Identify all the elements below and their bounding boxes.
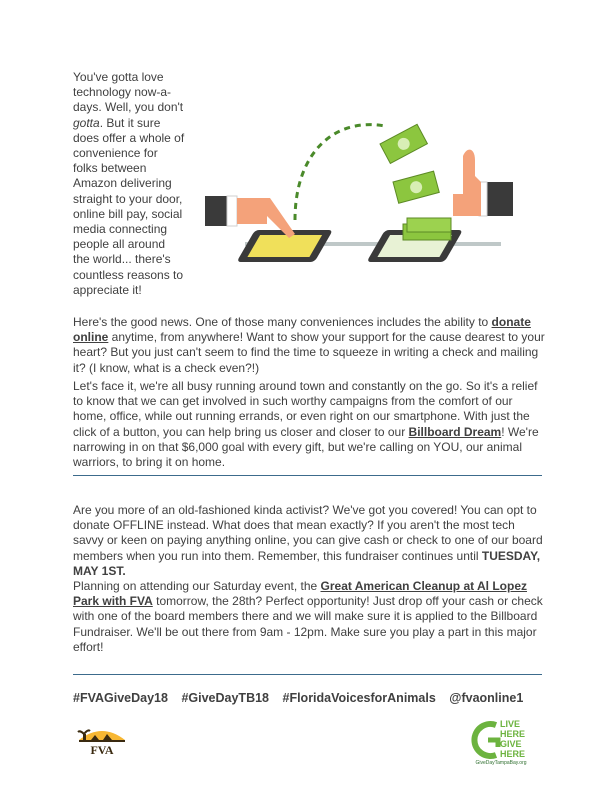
money-bill-1 — [380, 124, 427, 163]
gd-logo-word: HERE — [500, 749, 526, 759]
deadline-text: TUESDAY, MAY 1ST. — [73, 548, 541, 578]
donate-online-paragraph: Here's the good news. One of those many conveniences includes the ability to donate online anytime, from anywhere! Want to show your support for the cause dearest to your heart? But you just can't seem to find the time to squeeze in writing a check and mailing it? (I know, what is a check even?!) — [73, 315, 545, 375]
fva-logo-text: FVA — [90, 743, 114, 757]
hashtag: #FVAGiveDay18 — [73, 691, 168, 705]
cleanup-event-paragraph: Planning on attending our Saturday event, the Great American Cleanup at Al Lopez Park with FVA tomorrow, the 28th? Perfect opportunity! Just drop off your cash or check with one of the board members there and we will make sure it is applied to the Billboard Fundraiser. We'll be out there from 9am - 12pm. Make sure you play a part in this major effort! — [73, 579, 543, 654]
give-day-url: GiveDayTampaBay.org — [475, 760, 527, 766]
hashtag: #FloridaVoicesforAnimals — [282, 691, 436, 705]
phone-payment-illustration — [195, 112, 515, 280]
hashtag-row — [73, 691, 553, 705]
billboard-dream-link[interactable]: Billboard Dream — [408, 424, 502, 439]
thumbs-up-hand — [453, 150, 513, 216]
fva-logo — [77, 720, 127, 758]
donate-online-link[interactable]: donate online — [73, 315, 531, 345]
intro-emphasis: gotta — [73, 115, 100, 130]
give-day-logo — [466, 717, 536, 763]
section-divider — [73, 475, 542, 476]
billboard-paragraph: Let's face it, we're all busy running around town and constantly on the go. So it's a relief to know that we can get involved in such worthy campaigns from the comfort of our home, office, while out running errands, or even right on our smartphone. With just the click of a button, you can help bring us closer and closer to our Billboard Dream! We're narrowing in on that $6,000 goal with every gift, but we're calling on YOU, our animal warriors, to bring it on home. — [73, 379, 539, 470]
money-bill-2 — [393, 171, 439, 203]
social-handle: @fvaonline1 — [449, 691, 524, 705]
cleanup-event-link[interactable]: Great American Cleanup at Al Lopez Park with FVA — [73, 579, 528, 609]
left-phone — [237, 230, 333, 262]
money-bill-stack — [403, 218, 451, 240]
transfer-arc — [295, 125, 385, 220]
gd-logo-word: GIVE — [500, 739, 522, 749]
intro-paragraph: You've gotta love technology now-a-days. Well, you don't gotta. But it sure does offer a whole of convenience for folks between Amazon delivering straight to your door, online bill pay, social media connecting people all around the world... there's countless reasons to appreciate it! — [73, 70, 185, 297]
hashtag: #GiveDayTB18 — [181, 691, 270, 705]
gd-logo-word: LIVE — [500, 719, 521, 729]
gd-logo-word: HERE — [500, 729, 526, 739]
section-divider — [73, 674, 542, 675]
offline-donation-paragraph: Are you more of an old-fashioned kinda activist? We've got you covered! You can opt to donate OFFLINE instead. What does that mean exactly? If you aren't the most tech savvy or keen on paying anything online, you can give cash or check to one of our board members when you run into them. Remember, this fundraiser continues until TUESDAY, MAY 1ST. — [73, 503, 543, 578]
